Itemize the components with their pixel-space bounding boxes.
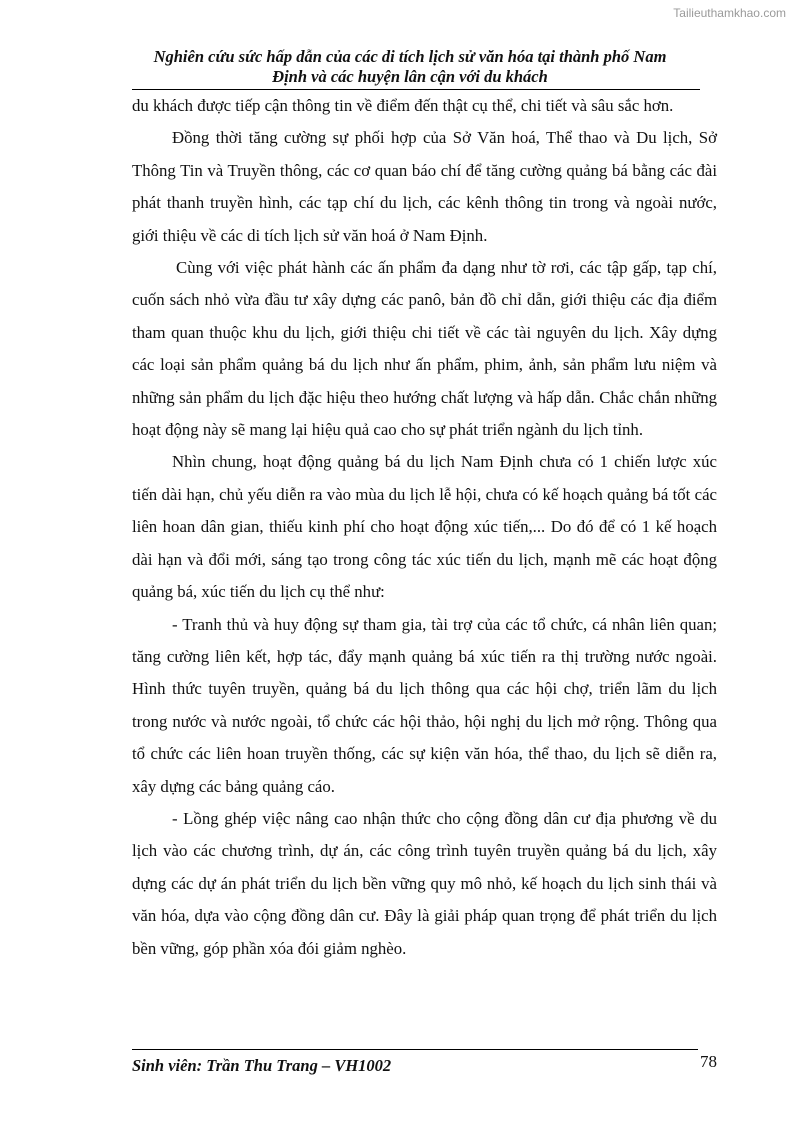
header-line-1: Nghiên cứu sức hấp dẫn của các di tích lịch sử văn hóa tại thành phố Nam bbox=[153, 47, 667, 66]
page-number: 78 bbox=[700, 1052, 717, 1071]
header-line-2: Định và các huyện lân cận với du khách bbox=[272, 67, 548, 86]
watermark-text: Tailieuthamkhao.com bbox=[673, 6, 786, 20]
paragraph-6: - Lồng ghép việc nâng cao nhận thức cho cộng đồng dân cư địa phương về du lịch vào các chương trình, dự án, các công trình tuyên truyền quảng bá du lịch, xây dựng các dự án phát triển du lịch bền vững quy mô nhỏ, kế hoạch du lịch sinh thái và văn hóa, dựa vào cộng đồng dân cư. Đây là giải pháp quan trọng để phát triển du lịch bền vững, góp phần xóa đói giảm nghèo. bbox=[132, 808, 717, 958]
body-text bbox=[132, 90, 717, 965]
footer-student-name: Sinh viên: Trần Thu Trang – VH1002 bbox=[132, 1056, 392, 1075]
running-header bbox=[110, 47, 710, 87]
paragraph-4: Nhìn chung, hoạt động quảng bá du lịch Nam Định chưa có 1 chiến lược xúc tiến dài hạn, chủ yếu diễn ra vào mùa du lịch lễ hội, chưa có kế hoạch quảng bá tốt các liên hoan dân gian, thiếu kinh phí cho hoạt động xúc tiến,... Do đó để có 1 kế hoạch dài hạn và đổi mới, sáng tạo trong công tác xúc tiến du lịch, mạnh mẽ các hoạt động quảng bá, xúc tiến du lịch cụ thể như: bbox=[132, 452, 717, 602]
footer-divider bbox=[132, 1049, 698, 1050]
paragraph-5: - Tranh thủ và huy động sự tham gia, tài trợ của các tổ chức, cá nhân liên quan; tăng cường liên kết, hợp tác, đẩy mạnh quảng bá xúc tiến ra thị trường nước ngoài. Hình thức tuyên truyền, quảng bá du lịch thông qua các hội chợ, triển lãm du lịch trong nước và nước ngoài, tổ chức các hội thảo, hội nghị du lịch mở rộng. Thông qua tổ chức các liên hoan truyền thống, các sự kiện văn hóa, thể thao, du lịch sẽ diễn ra, xây dựng các bảng quảng cáo. bbox=[132, 614, 717, 796]
paragraph-1: du khách được tiếp cận thông tin về điểm đến thật cụ thể, chi tiết và sâu sắc hơn. bbox=[132, 96, 674, 115]
paragraph-3: Cùng với việc phát hành các ấn phẩm đa dạng như tờ rơi, các tập gấp, tạp chí, cuốn sách nhỏ vừa đầu tư xây dựng các panô, bản đồ chỉ dẫn, giới thiệu các địa điểm tham quan thuộc khu du lịch, giới thiệu chi tiết về các tài nguyên du lịch. Xây dựng các loại sản phẩm quảng bá du lịch như ấn phẩm, phim, ảnh, sản phẩm lưu niệm và những sản phẩm du lịch đặc hiệu theo hướng chất lượng và hấp dẫn. Chắc chắn những hoạt động này sẽ mang lại hiệu quả cao cho sự phát triển ngành du lịch tỉnh. bbox=[132, 258, 717, 440]
paragraph-2: Đồng thời tăng cường sự phối hợp của Sở Văn hoá, Thể thao và Du lịch, Sở Thông Tin và Truyền thông, các cơ quan báo chí để tăng cường quảng bá bằng các đài phát thanh truyền hình, các tạp chí du lịch, các kênh thông tin trong và ngoài nước, giới thiệu về các di tích lịch sử văn hoá ở Nam Định. bbox=[132, 128, 717, 245]
